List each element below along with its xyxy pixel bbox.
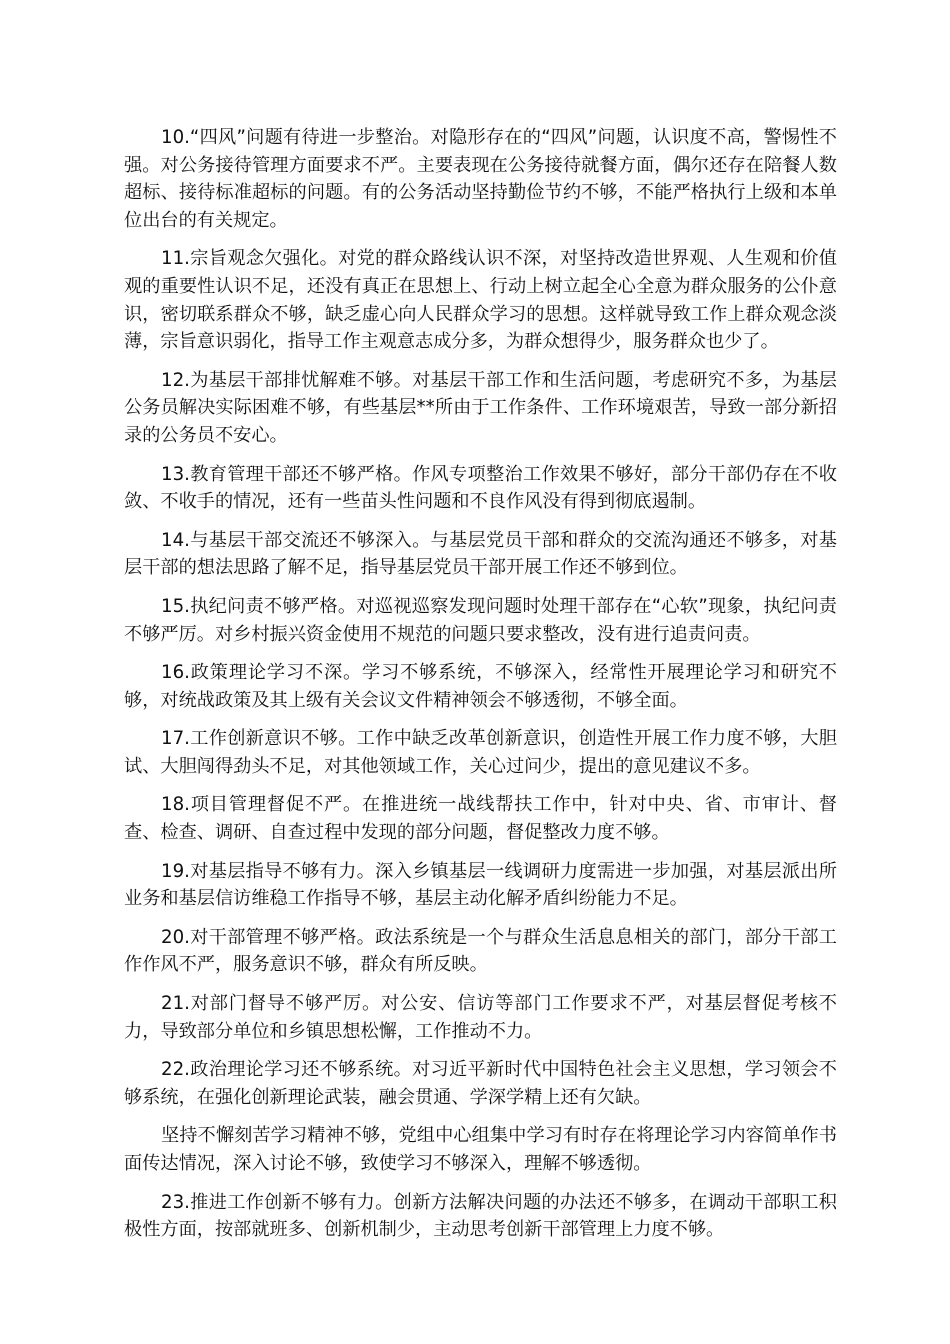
paragraph-15: 15.执纪问责不够严格。对巡视巡察发现问题时处理干部存在“心软”现象，执纪问责不够严厉。对乡村振兴资金使用不规范的问题只要求整改，没有进行追责问责。 (124, 595, 837, 645)
document-body (124, 124, 837, 1255)
paragraph-17: 17.工作创新意识不够。工作中缺乏改革创新意识，创造性开展工作力度不够，大胆试、大胆闯得劲头不足，对其他领域工作，关心过问少，提出的意见建议不多。 (124, 728, 837, 777)
paragraph-16: 16.政策理论学习不深。学习不够系统，不够深入，经常性开展理论学习和研究不够，对统战政策及其上级有关会议文件精神领会不够透彻，不够全面。 (124, 662, 837, 711)
paragraph-13: 13.教育管理干部还不够严格。作风专项整治工作效果不够好，部分干部仍存在不收敛、不收手的情况，还有一些苗头性问题和不良作风没有得到彻底遏制。 (124, 463, 837, 513)
paragraph-19: 19.对基层指导不够有力。深入乡镇基层一线调研力度需进一步加强，对基层派出所业务和基层信访维稳工作指导不够，基层主动化解矛盾纠纷能力不足。 (124, 860, 837, 910)
paragraph-10: 10.“四风”问题有待进一步整治。对隐形存在的“四风”问题，认识度不高，警惕性不强。对公务接待管理方面要求不严。主要表现在公务接待就餐方面，偶尔还存在陪餐人数超标、接待标准超标的问题。有的公务活动坚持勤俭节约不够，不能严格执行上级和本单位出台的有关规定。 (124, 127, 837, 231)
paragraph-23: 23.推进工作创新不够有力。创新方法解决问题的办法还不够多，在调动干部职工积极性方面，按部就班多、创新机制少，主动思考创新干部管理上力度不够。 (124, 1191, 837, 1241)
paragraph-18: 18.项目管理督促不严。在推进统一战线帮扶工作中，针对中央、省、市审计、督查、检查、调研、自查过程中发现的部分问题，督促整改力度不够。 (124, 794, 837, 844)
paragraph-14: 14.与基层干部交流还不够深入。与基层党员干部和群众的交流沟通还不够多，对基层干部的想法思路了解不足，指导基层党员干部开展工作还不够到位。 (124, 529, 837, 579)
paragraph-22: 22.政治理论学习还不够系统。对习近平新时代中国特色社会主义思想，学习领会不够系统，在强化创新理论武装，融会贯通、学深学精上还有欠缺。 (124, 1059, 837, 1108)
paragraph-22-continued: 坚持不懈刻苦学习精神不够，党组中心组集中学习有时存在将理论学习内容简单作书面传达情况，深入讨论不够，致使学习不够深入，理解不够透彻。 (124, 1125, 837, 1174)
paragraph-11: 11.宗旨观念欠强化。对党的群众路线认识不深，对坚持改造世界观、人生观和价值观的重要性认识不足，还没有真正在思想上、行动上树立起全心全意为群众服务的公仆意识，密切联系群众不够，缺乏虚心向人民群众学习的思想。这样就导致工作上群众观念淡薄，宗旨意识弱化，指导工作主观意志成分多，为群众想得少，服务群众也少了。 (124, 248, 837, 353)
paragraph-20: 20.对干部管理不够严格。政法系统是一个与群众生活息息相关的部门，部分干部工作作风不严，服务意识不够，群众有所反映。 (124, 926, 837, 976)
paragraph-21: 21.对部门督导不够严厉。对公安、信访等部门工作要求不严，对基层督促考核不力，导致部分单位和乡镇思想松懈，工作推动不力。 (124, 993, 837, 1042)
paragraph-12: 12.为基层干部排忧解难不够。对基层干部工作和生活问题，考虑研究不多，为基层公务员解决实际困难不够，有些基层**所由于工作条件、工作环境艰苦，导致一部分新招录的公务员不安心。 (124, 369, 837, 446)
